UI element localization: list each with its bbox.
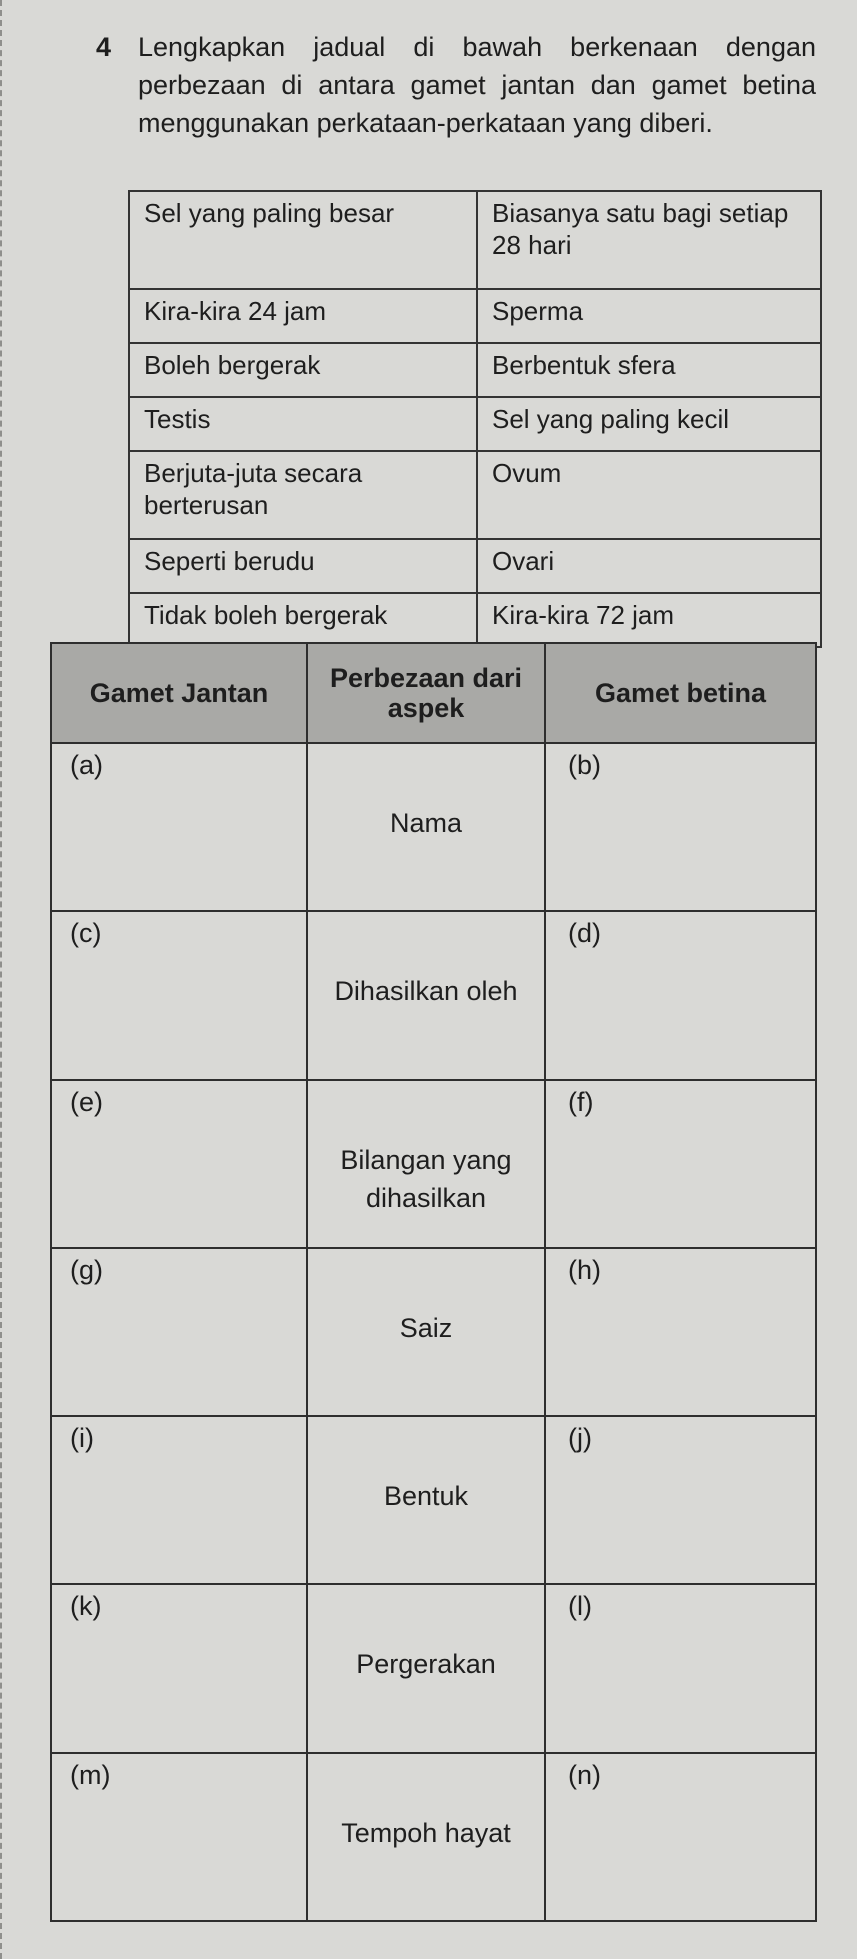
answer-label: (l) [568, 1591, 592, 1622]
aspect-label: Bentuk [383, 1481, 469, 1512]
word-bank-cell: Ovum [477, 451, 821, 539]
answer-label: (n) [568, 1759, 601, 1790]
word-bank-cell: Berjuta-juta secara berterusan [129, 451, 477, 539]
word-bank-cell: Testis [129, 397, 477, 451]
answer-cell-right[interactable] [545, 1584, 816, 1752]
page-margin-dashed-line [0, 0, 10, 1959]
answer-cell-right[interactable] [545, 1080, 816, 1248]
answer-label: (h) [568, 1254, 601, 1285]
answer-row [51, 1080, 816, 1248]
answer-cell-right[interactable] [545, 911, 816, 1079]
answer-label: (f) [568, 1086, 594, 1117]
word-bank-cell: Tidak boleh bergerak [129, 593, 477, 647]
word-bank-row [129, 191, 821, 289]
aspect-cell [307, 911, 545, 1079]
aspect-label: Dihasilkan oleh [334, 976, 518, 1007]
word-bank-table [128, 190, 822, 648]
word-bank-row [129, 451, 821, 539]
answer-label: (g) [70, 1254, 103, 1285]
question-text: Lengkapkan jadual di bawah berkenaan dengan perbezaan di antara gamet jantan dan gamet betina menggunakan perkataan-perkataan yang diberi. [138, 32, 816, 138]
answer-label: (k) [70, 1591, 102, 1622]
answer-row [51, 911, 816, 1079]
word-bank-cell: Biasanya satu bagi setiap 28 hari [477, 191, 821, 289]
word-bank-row [129, 397, 821, 451]
aspect-label: Tempoh hayat [341, 1817, 511, 1848]
answer-label: (d) [568, 918, 601, 949]
answer-row [51, 1416, 816, 1584]
word-bank-cell: Ovari [477, 539, 821, 593]
aspect-cell [307, 743, 545, 911]
answer-cell-left[interactable] [51, 1248, 307, 1416]
answer-label: (c) [70, 918, 102, 949]
word-bank-cell: Sperma [477, 289, 821, 343]
word-bank-cell: Seperti berudu [129, 539, 477, 593]
aspect-label: Bilangan yang dihasilkan [340, 1144, 512, 1213]
answer-cell-left[interactable] [51, 1080, 307, 1248]
header-gamet-betina: Gamet betina [545, 643, 816, 743]
aspect-cell [307, 1584, 545, 1752]
answer-label: (a) [70, 750, 103, 780]
answer-label: (b) [568, 750, 601, 780]
word-bank-row [129, 539, 821, 593]
answer-row [51, 1248, 816, 1416]
aspect-cell [307, 1416, 545, 1584]
answer-table [50, 642, 817, 1922]
aspect-label: Saiz [399, 1312, 453, 1343]
word-bank-row [129, 593, 821, 647]
word-bank-cell: Kira-kira 24 jam [129, 289, 477, 343]
answer-cell-left[interactable] [51, 743, 307, 911]
answer-cell-right[interactable] [545, 743, 816, 911]
word-bank-cell: Sel yang paling kecil [477, 397, 821, 451]
answer-cell-right[interactable] [545, 1753, 816, 1921]
answer-cell-left[interactable] [51, 911, 307, 1079]
question-number: 4 [96, 32, 112, 62]
answer-label: (m) [70, 1759, 111, 1790]
answer-table-header-row [51, 643, 816, 743]
aspect-cell [307, 1080, 545, 1248]
answer-label: (e) [70, 1086, 103, 1117]
word-bank-row [129, 343, 821, 397]
word-bank-cell: Berbentuk sfera [477, 343, 821, 397]
word-bank-row [129, 289, 821, 343]
answer-cell-right[interactable] [545, 1416, 816, 1584]
aspect-label: Nama [389, 808, 463, 838]
answer-row [51, 1584, 816, 1752]
answer-cell-left[interactable] [51, 1753, 307, 1921]
answer-label: (i) [70, 1423, 94, 1454]
aspect-cell [307, 1248, 545, 1416]
header-perbezaan: Perbezaan dari aspek [307, 643, 545, 743]
answer-row [51, 1753, 816, 1921]
answer-label: (j) [568, 1423, 592, 1454]
answer-cell-left[interactable] [51, 1584, 307, 1752]
word-bank-cell: Boleh bergerak [129, 343, 477, 397]
header-gamet-jantan: Gamet Jantan [51, 643, 307, 743]
word-bank-cell: Sel yang paling besar [129, 191, 477, 289]
aspect-cell [307, 1753, 545, 1921]
answer-cell-right[interactable] [545, 1248, 816, 1416]
word-bank-cell: Kira-kira 72 jam [477, 593, 821, 647]
question-block [96, 28, 816, 142]
answer-cell-left[interactable] [51, 1416, 307, 1584]
aspect-label: Pergerakan [356, 1649, 496, 1680]
answer-row [51, 743, 816, 911]
